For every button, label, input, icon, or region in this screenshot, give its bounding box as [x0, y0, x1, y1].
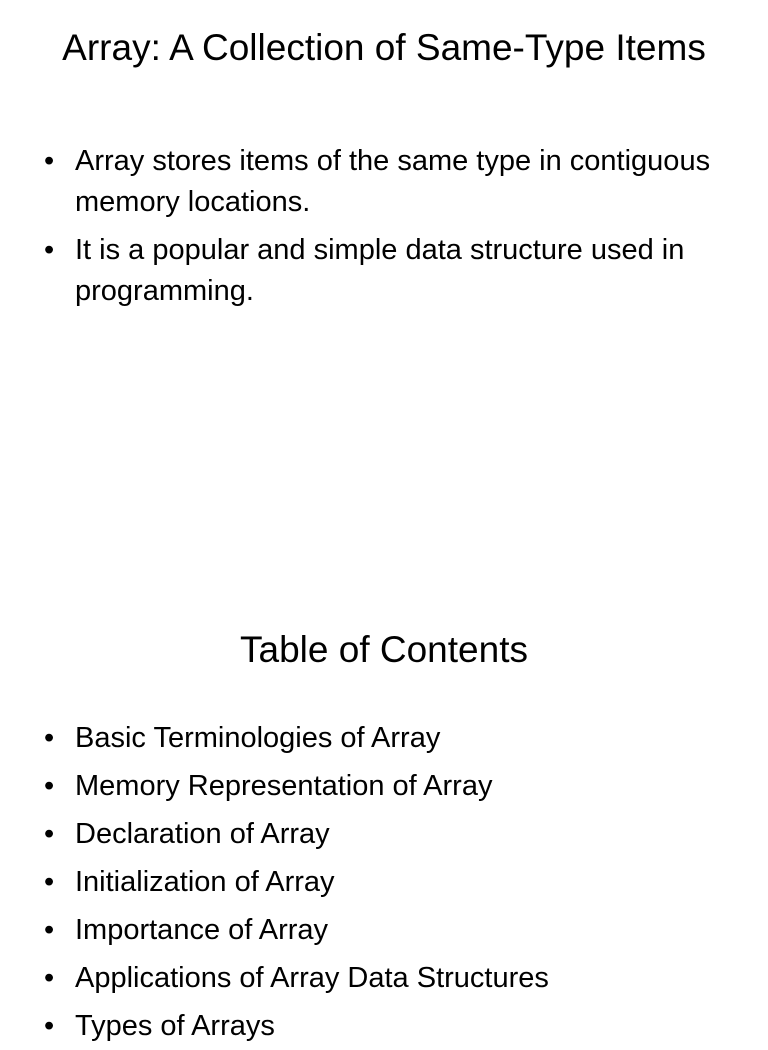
toc-item [40, 906, 720, 954]
toc-item-text: Memory Representation of Array [75, 770, 493, 802]
bullet-icon: • [44, 866, 55, 898]
toc-item-text: Applications of Array Data Structures [75, 962, 549, 994]
toc-item [40, 858, 720, 906]
bullet-icon: • [44, 234, 55, 266]
bullet-icon: • [44, 962, 55, 994]
list-item [40, 230, 720, 312]
bullet-icon: • [44, 1010, 55, 1042]
toc-item-text: Declaration of Array [75, 818, 330, 850]
list-item [40, 141, 720, 223]
toc-item-text: Basic Terminologies of Array [75, 722, 441, 754]
list-item-text: It is a popular and simple data structure used in programming. [75, 234, 685, 307]
slide-title: Table of Contents [240, 629, 528, 670]
toc-item-text: Initialization of Array [75, 866, 335, 898]
bullet-icon: • [44, 818, 55, 850]
toc-item [40, 762, 720, 810]
toc-item [40, 954, 720, 1002]
slide-table-of-contents [0, 600, 768, 1042]
toc-item [40, 810, 720, 858]
toc-item [40, 714, 720, 762]
bullet-icon: • [44, 770, 55, 802]
slide-title: Array: A Collection of Same-Type Items [62, 27, 706, 68]
bullet-icon: • [44, 145, 55, 177]
list-item-text: Array stores items of the same type in contiguous memory locations. [75, 145, 711, 218]
toc-item-text: Types of Arrays [75, 1010, 275, 1042]
bullet-icon: • [44, 914, 55, 946]
bullet-icon: • [44, 722, 55, 754]
toc-item [40, 1002, 720, 1050]
toc-item-text: Importance of Array [75, 914, 329, 946]
bullet-list [40, 141, 720, 319]
toc-list [40, 714, 720, 1050]
